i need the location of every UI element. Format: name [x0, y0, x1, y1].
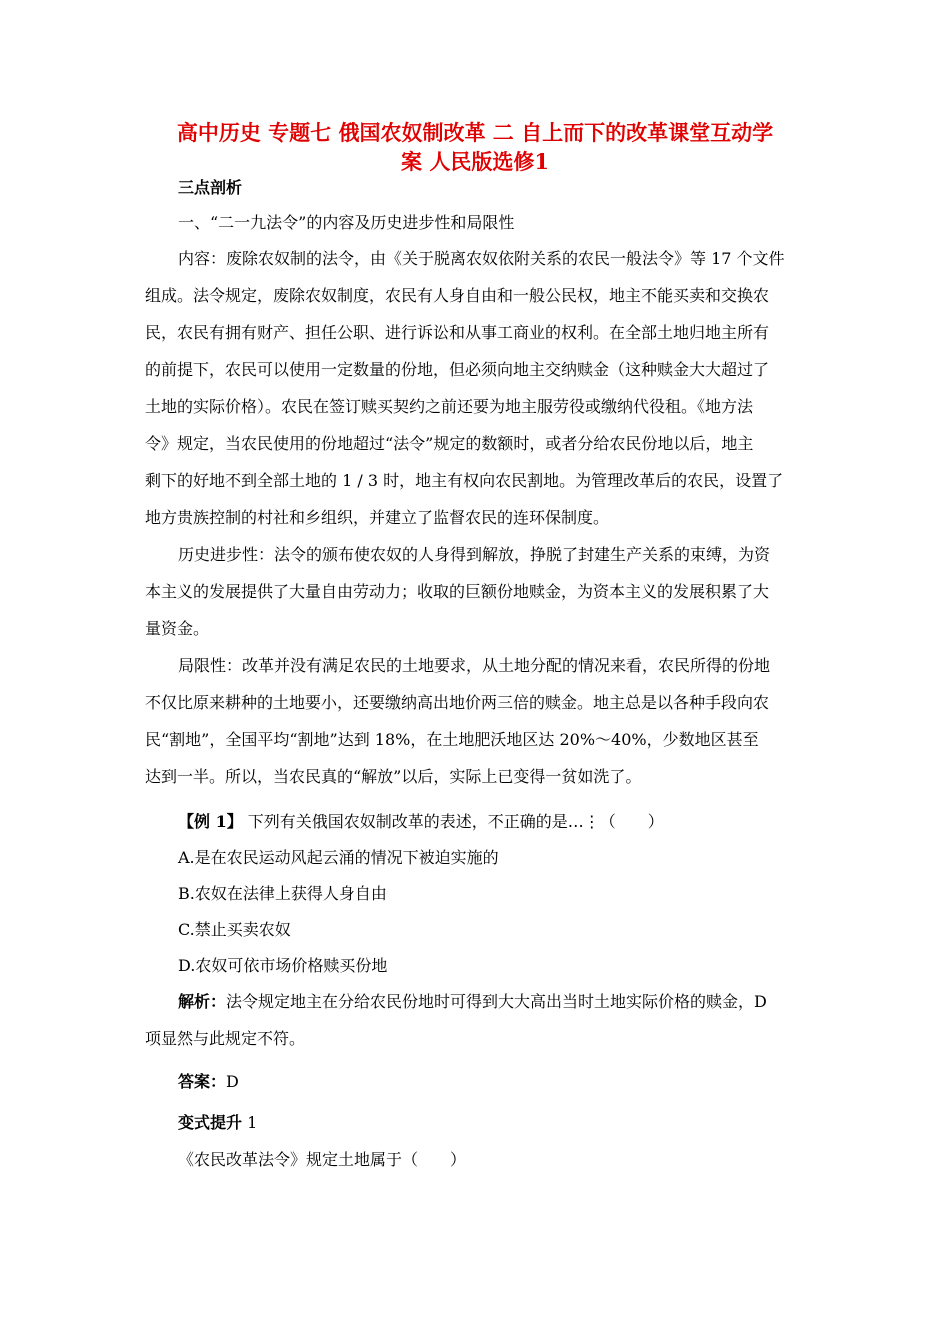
content-line: 令》规定，当农民使用的份地超过“法令”规定的数额时，或者分给农民份地以后，地主 — [145, 434, 754, 453]
content-line: 土地的实际价格）。农民在签订赎买契约之前还要为地主服劳役或缴纳代役租。《地方法 — [145, 397, 754, 416]
content-line: 的前提下，农民可以使用一定数量的份地，但必须向地主交纳赎金（这种赎金大大超过了 — [145, 360, 770, 379]
content-line: 民，农民有拥有财产、担任公职、进行诉讼和从事工商业的权利。在全部土地归地主所有 — [145, 323, 770, 342]
limitation-line: 民“割地”，全国平均“割地”达到 18%，在土地肥沃地区达 20%～40%，少数地区甚至 — [145, 730, 759, 749]
example-question — [178, 811, 664, 833]
section-heading: 三点剖析 — [178, 178, 243, 197]
title-line-2: 案 人民版选修1 — [401, 149, 549, 174]
limitation-line: 局限性：改革并没有满足农民的土地要求，从土地分配的情况来看，农民所得的份地 — [178, 656, 771, 675]
limitation-line: 不仅比原来耕种的土地要小，还要缴纳高出地价两三倍的赎金。地主总是以各种手段向农 — [145, 693, 770, 712]
variant-label: 变式提升 — [178, 1113, 243, 1132]
example-question-text: 下列有关俄国农奴制改革的表述，不正确的是…⋮（ ） — [242, 812, 664, 831]
analysis-label: 解析： — [178, 992, 227, 1011]
option-b: B.农奴在法律上获得人身自由 — [178, 884, 387, 903]
progress-line: 本主义的发展提供了大量自由劳动力；收取的巨额份地赎金，为资本主义的发展积累了大 — [145, 582, 770, 601]
example-label: 【例 1】 — [178, 812, 243, 831]
option-a: A.是在农民运动风起云涌的情况下被迫实施的 — [178, 848, 499, 867]
content-line: 剩下的好地不到全部土地的 1 / 3 时，地主有权向农民割地。为管理改革后的农民，设置了 — [145, 471, 784, 490]
limitation-line: 达到一半。所以，当农民真的“解放”以后，实际上已变得一贫如洗了。 — [145, 767, 642, 786]
analysis-continuation: 项显然与此规定不符。 — [145, 1029, 306, 1048]
section-subheading: 一、“二一九法令”的内容及历史进步性和局限性 — [178, 213, 515, 232]
variant-question: 《农民改革法令》规定土地属于（ ） — [178, 1150, 467, 1169]
variant-number: 1 — [242, 1113, 258, 1132]
option-c: C.禁止买卖农奴 — [178, 920, 291, 939]
analysis-text: 法令规定地主在分给农民份地时可得到大大高出当时土地实际价格的赎金，D — [226, 992, 767, 1011]
progress-line: 量资金。 — [145, 619, 210, 638]
content-line: 地方贵族控制的村社和乡组织，并建立了监督农民的连环保制度。 — [145, 508, 610, 527]
analysis — [178, 991, 767, 1013]
answer-label: 答案： — [178, 1072, 227, 1091]
option-d: D.农奴可依市场价格赎买份地 — [178, 956, 388, 975]
document-title — [120, 118, 830, 176]
answer-value: D — [226, 1072, 239, 1091]
content-line: 组成。法令规定，废除农奴制度，农民有人身自由和一般公民权，地主不能买卖和交换农 — [145, 286, 770, 305]
variant-heading — [178, 1112, 257, 1134]
progress-line: 历史进步性：法令的颁布使农奴的人身得到解放，挣脱了封建生产关系的束缚，为资 — [178, 545, 771, 564]
content-line: 内容：废除农奴制的法令，由《关于脱离农奴依附关系的农民一般法令》等 17 个文件 — [178, 249, 785, 268]
title-line-1: 高中历史 专题七 俄国农奴制改革 二 自上而下的改革课堂互动学 — [176, 120, 774, 145]
answer — [178, 1071, 239, 1093]
